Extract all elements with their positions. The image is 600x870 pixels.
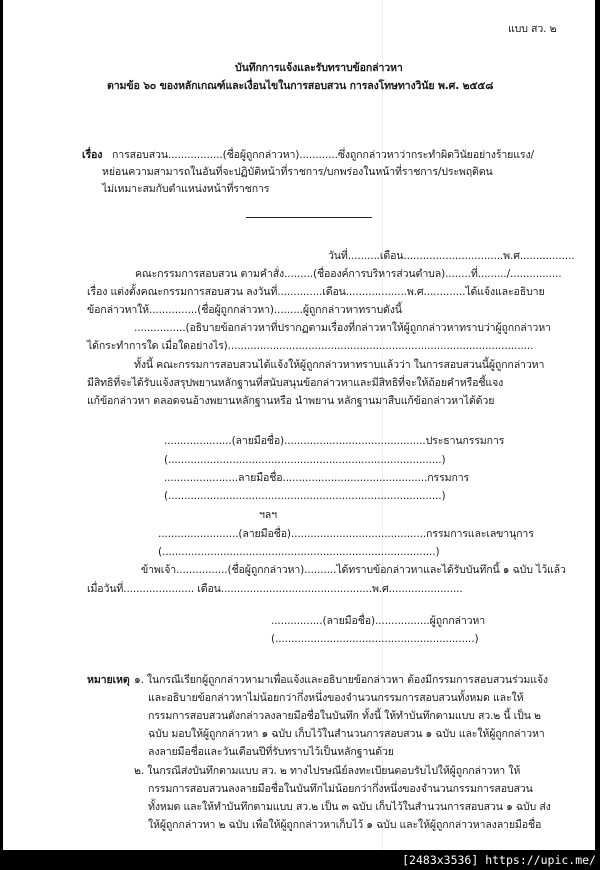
note-2-line-1: ๒. ในกรณีส่งบันทึกตามแบบ สว. ๒ ทางไปรษณีย์ลงทะเบียนตอบรับไปให้ผู้ถูกกล่าวหา ให้ [134, 765, 521, 777]
body-line-1: คณะกรรมการสอบสวน ตามคำสั่ง.........(ชื่อองค์การบริหารส่วนตำบล)........ที่........./................ [135, 268, 562, 280]
note-1-line-3: กรรมการสอบสวนดังกล่าวลงลายมือชื่อในบันทึก ทั้งนี้ ให้ทำบันทึกตามแบบ สว.๒ นี้ เป็น ๒ [148, 710, 541, 722]
form-code: แบบ สว. ๒ [508, 23, 557, 35]
chair-signature-line: .....................(ลายมือชื่อ)............................................ประธานกรรมการ [164, 435, 505, 447]
subject-line-3: ไม่เหมาะสมกับตำแหน่งหน้าที่ราชการ [102, 183, 270, 195]
watermark-link[interactable]: [2483x3536] https://upic.me/ [402, 853, 596, 867]
secretary-name-line: (.....................................................................................) [158, 546, 440, 558]
note-2-line-2: กรรมการสอบสวนลงลายมือชื่อในบันทึกไม่น้อยกว่ากึ่งหนึ่งของจำนวนกรรมการสอบสวน [148, 783, 533, 795]
acknowledgement-line-1: ข้าพเจ้า................(ชื่อผู้ถูกกล่าวหา)..........ได้ทราบข้อกล่าวหาและได้รับบันทึกนี้ ๑ ฉบับ ไว้แล้ว [141, 564, 566, 576]
acknowledgement-line-2: เมื่อวันที่...................... เดือน...............................................พ.ศ....................... [87, 583, 463, 595]
note-1-line-5: ลงลายมือชื่อและวันเดือนปีที่รับทราบไว้เป็นหลักฐานด้วย [148, 746, 394, 758]
subject-line-1: การสอบสวน.................(ชื่อผู้ถูกกล่าวหา)............ซึ่งถูกกล่าวหาว่ากระทำผิดวินัยอย่างร้ายแรง/ [112, 149, 534, 161]
body-line-5: ได้กระทำการใด เมื่อใดอย่างไร)............................................................................................... [87, 340, 534, 352]
notes-label: หมายเหตุ [87, 674, 130, 686]
subject-line-2: หย่อนความสามารถในอันที่จะปฏิบัติหน้าที่ราชการ/บกพร่องในหน้าที่ราชการ/ประพฤติตน [102, 166, 493, 178]
member-signature-line: .......................ลายมือชื่อ.............................................กรรมการ [164, 472, 470, 484]
rights-line-2: มีสิทธิที่จะได้รับแจ้งสรุปพยานหลักฐานที่สนับสนุนข้อกล่าวหาและมีสิทธิที่จะให้ถ้อยคำหรือชี้แจง [87, 377, 504, 389]
subject-label: เรื่อง [82, 149, 103, 161]
accused-signature-line: ................(ลายมือชื่อ).................ผู้ถูกกล่าวหา [271, 615, 486, 627]
footer-bar [0, 850, 600, 870]
document-title: บันทึกการแจ้งและรับทราบข้อกล่าวหา [235, 62, 403, 74]
etc-mark: ฯลฯ [259, 509, 277, 521]
note-2-line-4: ให้ผู้ถูกกล่าวหา ๒ ฉบับ เพื่อให้ผู้ถูกกล่าวหาเก็บไว้ ๑ ฉบับ และให้ผู้ถูกกล่าวหาลงลายมือชื่อ [148, 819, 542, 831]
document-page [3, 0, 595, 850]
member-name-line: (.....................................................................................) [164, 490, 446, 502]
note-1-line-2: และอธิบายข้อกล่าวหาไม่น้อยกว่ากึ่งหนึ่งของจำนวนกรรมการสอบสวนทั้งหมด และให้ [148, 692, 524, 704]
date-line: วันที่..........เดือน...............................พ.ศ................. [328, 250, 575, 262]
document-subtitle: ตามข้อ ๖๐ ของหลักเกณฑ์และเงื่อนไขในการสอบสวน การลงโทษทางวินัย พ.ศ. ๒๕๕๘ [107, 80, 494, 92]
body-line-4: ................(อธิบายข้อกล่าวหาที่ปรากฏตามเรื่องที่กล่าวหาให้ผู้ถูกกล่าวหาทราบว่าผู้ถูกกล่าวหา [134, 322, 551, 334]
note-1-line-4: ฉบับ มอบให้ผู้ถูกกล่าวหา ๑ ฉบับ เก็บไว้ในสำนวนการสอบสวน ๑ ฉบับ และให้ผู้ถูกกล่าวหา [148, 728, 545, 740]
rights-line-3: แก้ข้อกล่าวหา ตลอดจนอ้างพยานหลักฐานหรือ นำพยาน หลักฐานมาสืบแก้ข้อกล่าวหาได้ด้วย [87, 395, 495, 407]
body-line-3: ข้อกล่าวหาให้...............(ชื่อผู้ถูกกล่าวหา).........ผู้ถูกกล่าวหาทราบดังนี้ [87, 304, 402, 316]
body-line-2: เรื่อง แต่งตั้งคณะกรรมการสอบสวน ลงวันที่..............เดือน...................พ.ศ.............ได้แจ้งและอธิบาย [87, 286, 545, 298]
rights-line-1: ทั้งนี้ คณะกรรมการสอบสวนได้แจ้งให้ผู้ถูกกล่าวหาทราบแล้วว่า ในการสอบสวนนี้ผู้ถูกกล่าวหา [134, 359, 545, 371]
note-2-line-3: ทั้งหมด และให้ทำบันทึกตามแบบ สว.๒ เป็น ๓ ฉบับ เก็บไว้ในสำนวนการสอบสวน ๑ ฉบับ ส่ง [148, 801, 551, 813]
note-1-line-1: ๑. ในกรณีเรียกผู้ถูกกล่าวหามาเพื่อแจ้งและอธิบายข้อกล่าวหา ต้องมีกรรมการสอบสวนร่วมแจ้ง [134, 674, 548, 686]
secretary-signature-line: .........................(ลายมือชื่อ)..........................................กรรมการและเลขานุการ [158, 528, 534, 540]
chair-name-line: (.....................................................................................) [164, 454, 446, 466]
separator-rule [246, 217, 372, 218]
accused-name-line: (..............................................................) [271, 633, 479, 645]
